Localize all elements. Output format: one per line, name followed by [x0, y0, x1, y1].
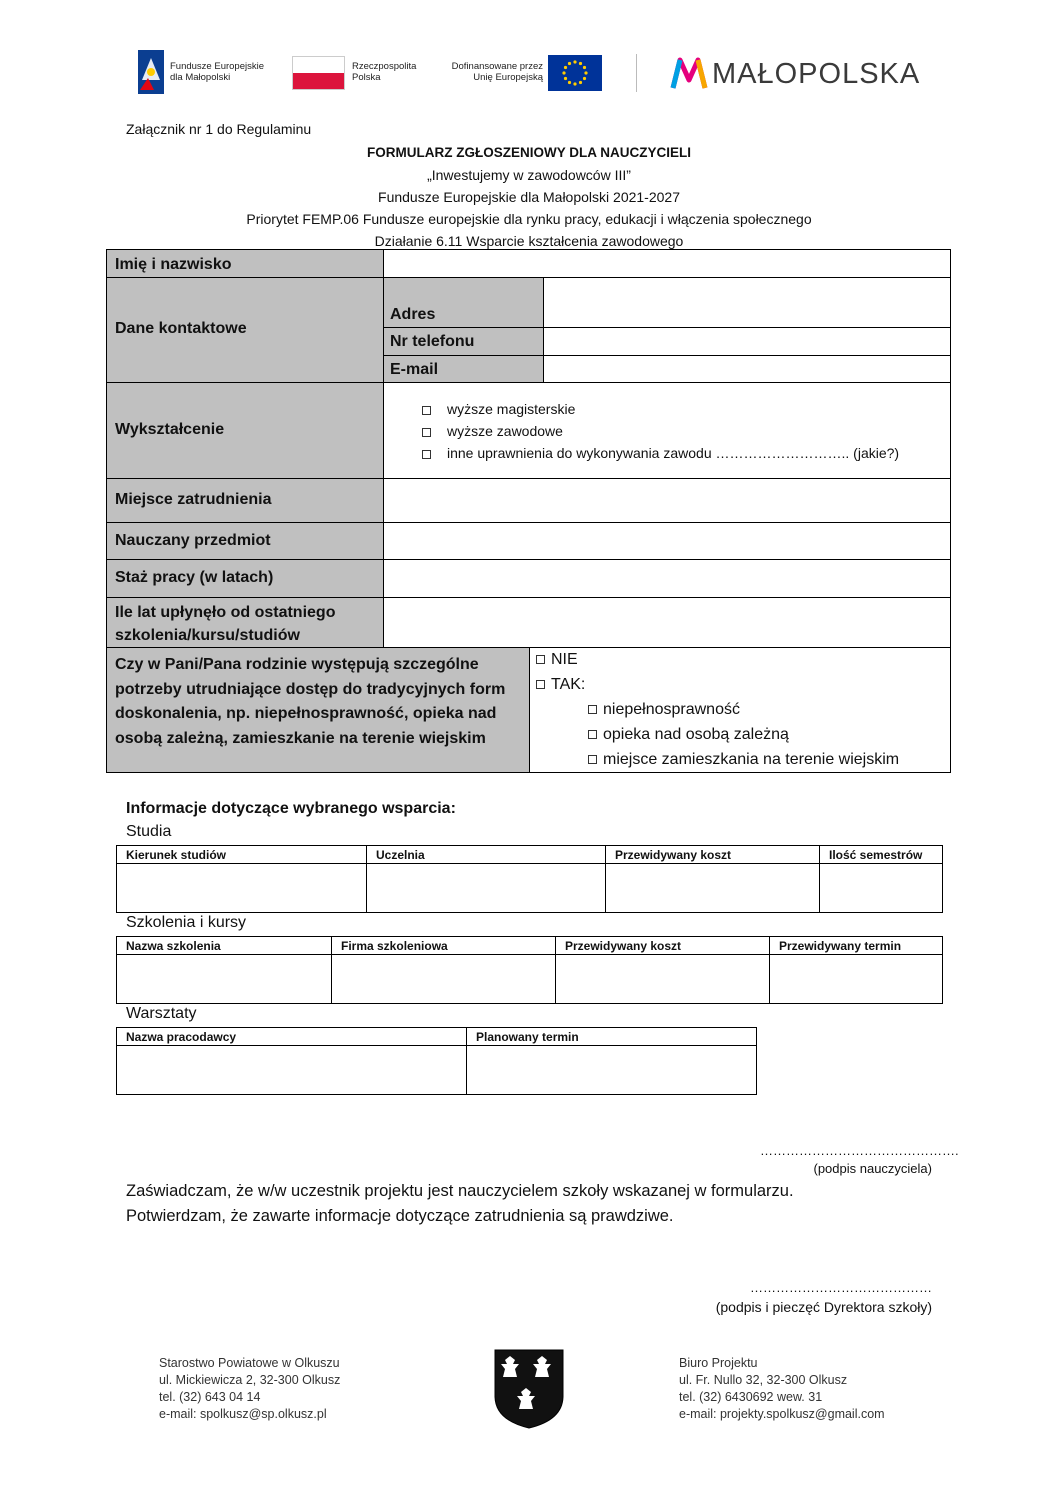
needs-option-rural[interactable]: miejsce zamieszkania na terenie wiejskim [588, 751, 899, 769]
education-options [383, 382, 951, 479]
fe-logo-text: Fundusze Europejskie dla Małopolski [170, 61, 264, 83]
trainings-title: Szkolenia i kursy [126, 914, 247, 931]
checkbox-icon [588, 705, 597, 714]
declaration-text-2: Potwierdzam, że zawarte informacje dotyczące zatrudnienia są prawdziwe. [126, 1207, 674, 1225]
trainings-header-cell: Przewidywany koszt [555, 936, 770, 955]
title-block [0, 142, 1058, 252]
checkbox-icon [422, 428, 431, 437]
email-label: E-mail [390, 361, 439, 378]
studies-title: Studia [126, 823, 172, 840]
action-title: Działanie 6.11 Wsparcie kształcenia zawodowego [374, 233, 684, 249]
priority-title: Priorytet FEMP.06 Fundusze europejskie dla rynku pracy, edukacji i włączenia społecznego [246, 211, 812, 227]
email-label-cell [383, 355, 544, 383]
teacher-signature-line: ………………………………………. [760, 1143, 959, 1158]
needs-option-disability[interactable]: niepełnosprawność [588, 701, 740, 719]
contact-label-cell [106, 277, 384, 383]
eu-flag-icon [548, 55, 602, 91]
trainings-field-name[interactable] [116, 954, 332, 1004]
checkbox-icon [422, 450, 431, 459]
trainings-field-date[interactable] [769, 954, 943, 1004]
workshops-header-cell: Planowany termin [466, 1027, 757, 1046]
attachment-label: Załącznik nr 1 do Regulaminu [126, 121, 312, 137]
subject-label: Nauczany przedmiot [115, 532, 271, 549]
employment-label-cell [106, 478, 384, 523]
checkbox-icon [588, 730, 597, 739]
subject-field[interactable] [383, 522, 951, 560]
phone-label: Nr telefonu [390, 333, 475, 350]
needs-label: Czy w Pani/Pana rodzinie występują szczególne potrzeby utrudniające dostęp do tradycyjnych form doskonalenia, np. niepełnosprawność, opieka nad osobą zależną, zamieszkanie na terenie wiejskim [115, 656, 506, 747]
needs-option-no[interactable]: NIE [536, 651, 578, 669]
last-training-label-cell [106, 597, 384, 648]
seniority-label: Staż pracy (w latach) [115, 569, 274, 586]
phone-field[interactable] [543, 327, 951, 356]
checkbox-icon [536, 680, 545, 689]
phone-label-cell [383, 327, 544, 356]
teacher-signature-label: (podpis nauczyciela) [813, 1161, 932, 1176]
workshops-header-cell: Nazwa pracodawcy [116, 1027, 467, 1046]
footer-left-address: Starostwo Powiatowe w Olkuszu ul. Mickiewicza 2, 32-300 Olkusz tel. (32) 643 04 14 e-mail: spolkusz@sp.olkusz.pl [159, 1356, 341, 1421]
polish-flag-icon [292, 56, 345, 90]
checkbox-icon [588, 755, 597, 764]
trainings-header-cell: Przewidywany termin [769, 936, 943, 955]
footer-right-address: Biuro Projektu ul. Fr. Nullo 32, 32-300 Olkusz tel. (32) 6430692 wew. 31 e-mail: projekty.spolkusz@gmail.com [679, 1356, 885, 1421]
logo-separator [636, 54, 637, 92]
trainings-field-cost[interactable] [555, 954, 770, 1004]
needs-option-dependent-care[interactable]: opieka nad osobą zależną [588, 726, 789, 744]
eu-logo-text: Dofinansowane przez Unię Europejską [451, 61, 543, 83]
declaration-text-1: Zaświadczam, że w/w uczestnik projektu jest nauczycielem szkoły wskazanej w formularzu. [126, 1182, 794, 1200]
studies-field-university[interactable] [366, 863, 606, 913]
needs-options [529, 647, 951, 773]
name-label-cell [106, 249, 384, 278]
name-label: Imię i nazwisko [115, 256, 232, 273]
studies-header-cell: Przewidywany koszt [605, 845, 820, 864]
rp-logo-text: Rzeczpospolita Polska [352, 61, 417, 83]
last-training-label: Ile lat upłynęło od ostatniego szkolenia/kursu/studiów [115, 604, 336, 644]
olkusz-coat-of-arms-icon [493, 1348, 565, 1430]
director-signature-line: …………………………………… [750, 1280, 932, 1295]
address-label: Adres [390, 306, 436, 323]
education-option-vocational[interactable]: wyższe zawodowe [422, 423, 563, 439]
workshops-field-date[interactable] [466, 1045, 757, 1095]
seniority-label-cell [106, 559, 384, 598]
employment-field[interactable] [383, 478, 951, 523]
education-option-master[interactable]: wyższe magisterskie [422, 401, 575, 417]
seniority-field[interactable] [383, 559, 951, 598]
studies-field-semesters[interactable] [819, 863, 943, 913]
needs-label-cell [106, 647, 530, 773]
checkbox-icon [422, 406, 431, 415]
checkbox-icon [536, 655, 545, 664]
trainings-header-cell: Nazwa szkolenia [116, 936, 332, 955]
trainings-header-cell: Firma szkoleniowa [331, 936, 556, 955]
name-field[interactable] [383, 249, 951, 278]
address-field[interactable] [543, 277, 951, 328]
contact-label: Dane kontaktowe [115, 320, 247, 337]
email-field[interactable] [543, 355, 951, 383]
education-label: Wykształcenie [115, 421, 225, 438]
education-option-other[interactable]: inne uprawnienia do wykonywania zawodu ……………………….. (jakie?) [422, 445, 899, 461]
address-label-cell [383, 277, 544, 328]
last-training-field[interactable] [383, 597, 951, 648]
support-section-title: Informacje dotyczące wybranego wsparcia: [126, 800, 456, 817]
trainings-field-company[interactable] [331, 954, 556, 1004]
studies-header-cell: Kierunek studiów [116, 845, 367, 864]
studies-field-direction[interactable] [116, 863, 367, 913]
studies-header-cell: Uczelnia [366, 845, 606, 864]
subject-label-cell [106, 522, 384, 560]
studies-header-cell: Ilość semestrów [819, 845, 943, 864]
needs-option-yes[interactable]: TAK: [536, 676, 585, 694]
malopolska-logo-text: MAŁOPOLSKA [712, 58, 921, 90]
workshops-field-employer[interactable] [116, 1045, 467, 1095]
program-title: Fundusze Europejskie dla Małopolski 2021-2027 [378, 189, 680, 205]
project-title: „Inwestujemy w zawodowców III” [427, 167, 631, 183]
malopolska-logo-icon [670, 56, 708, 90]
education-label-cell [106, 382, 384, 479]
form-title: FORMULARZ ZGŁOSZENIOWY DLA NAUCZYCIELI [367, 145, 691, 160]
fe-logo-icon [138, 50, 164, 94]
director-signature-label: (podpis i pieczęć Dyrektora szkoły) [715, 1299, 932, 1315]
workshops-title: Warsztaty [126, 1005, 197, 1022]
studies-field-cost[interactable] [605, 863, 820, 913]
employment-label: Miejsce zatrudnienia [115, 491, 272, 508]
